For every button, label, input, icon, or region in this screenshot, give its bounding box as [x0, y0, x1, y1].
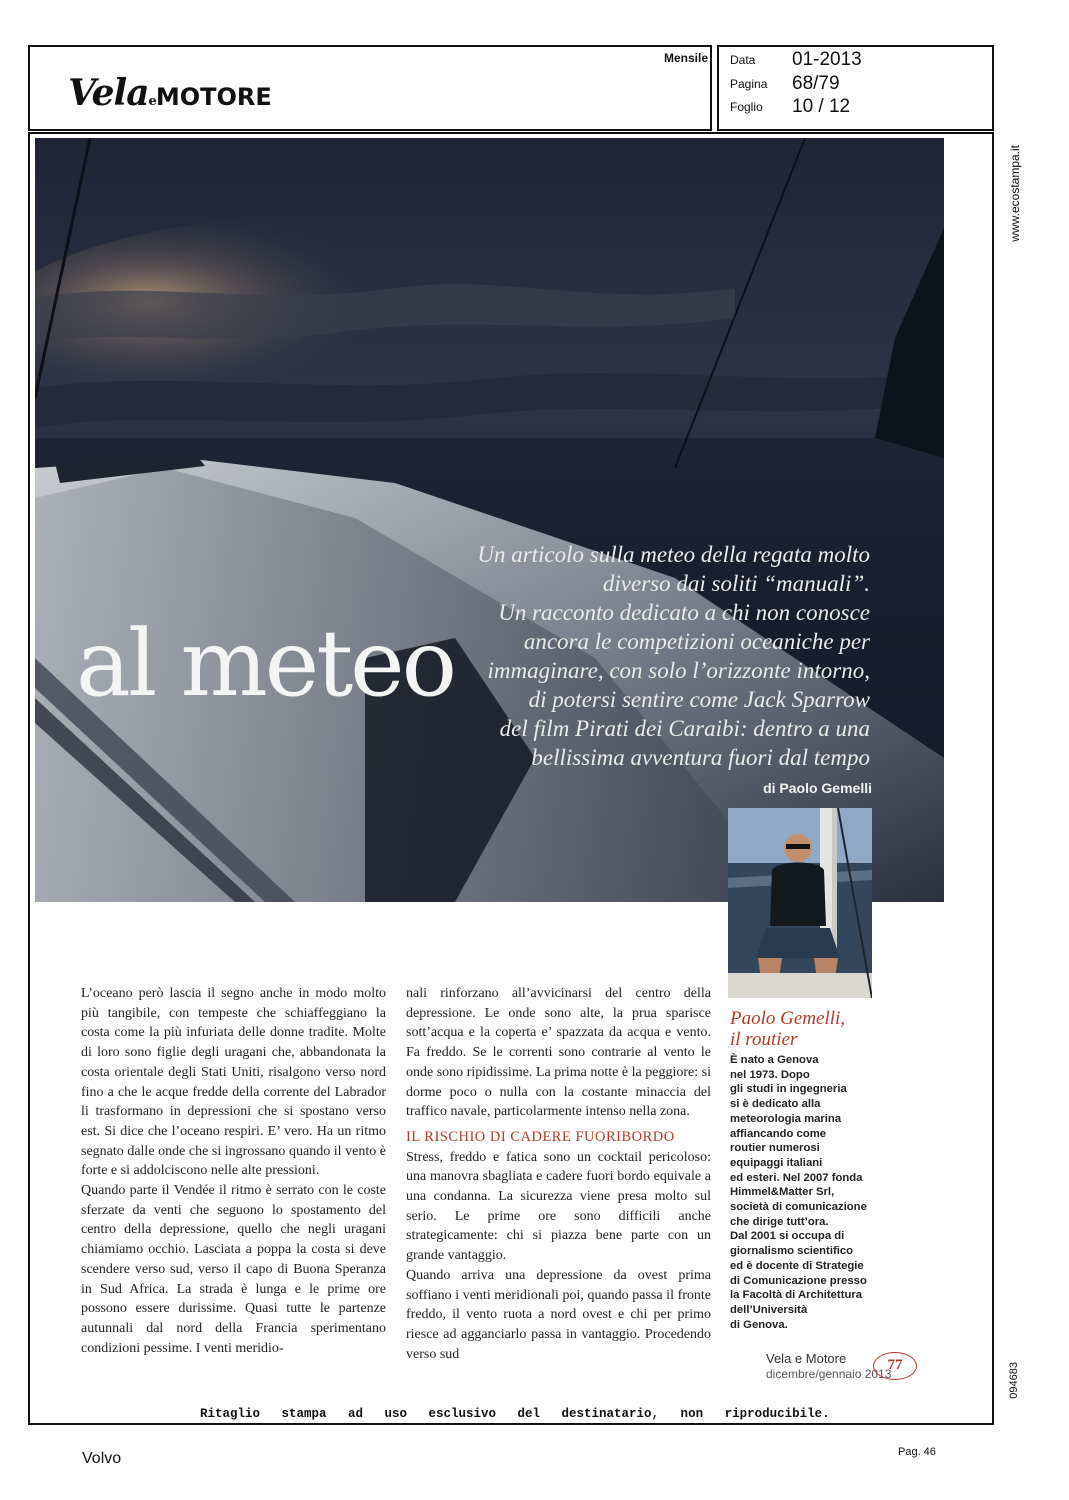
meta-label-foglio: Foglio — [730, 100, 763, 114]
bio-line: Himmel&Matter Srl, — [730, 1186, 835, 1199]
article-subtitle — [470, 540, 870, 772]
meta-label-pagina: Pagina — [730, 77, 768, 91]
bio-line: È nato a Genova — [730, 1054, 819, 1066]
logo-e: e — [148, 94, 156, 109]
folio-issue: dicembre/gennaio 2013 — [766, 1367, 892, 1381]
periodicity-label: Mensile — [664, 51, 709, 65]
bio-line: nel 1973. Dopo — [730, 1068, 810, 1081]
bio-line: routier numerosi — [730, 1142, 820, 1155]
side-url: www.ecostampa.it — [1008, 145, 1022, 242]
bio-heading — [730, 1008, 845, 1050]
article-paragraph: nali rinforzano all’avvicinarsi del centro della depressione. Le onde sono alte, la prua sparisce sott’acqua e la coperta e’ spazzata da acqua e vento. Fa freddo. Se le correnti sono contrarie al vento le onde sono ripidissime. La prima notte è la peggiore: si dorme poco o nulla con la costante minaccia del traffico navale, particolarmente intenso nella zona. — [406, 986, 711, 1120]
author-byline: di Paolo Gemelli — [763, 780, 872, 796]
bio-line: gli studi in ingegneria — [730, 1083, 847, 1096]
footer-client: Volvo — [82, 1450, 122, 1467]
subtitle-line: ancora le competizioni oceaniche per — [523, 629, 870, 654]
logo-motore: MOTORE — [155, 83, 272, 111]
article-column-2 — [406, 984, 711, 1364]
footer-page: Pag. 46 — [898, 1446, 936, 1458]
bio-name: Paolo Gemelli, — [730, 1008, 846, 1029]
author-portrait — [728, 808, 872, 998]
subtitle-line: Un articolo sulla meteo della regata molto — [477, 542, 870, 567]
section-heading: IL RISCHIO DI CADERE FUORIBORDO — [406, 1128, 675, 1145]
reproduction-notice: Ritaglio stampa ad uso esclusivo del destinatario, non riproducibile. — [200, 1407, 830, 1421]
bio-line: di Comunicazione presso — [730, 1274, 867, 1287]
subtitle-line: di potersi sentire come Jack Sparrow — [528, 687, 870, 712]
folio-page-number: 77 — [873, 1352, 917, 1380]
meta-value-data: 01-2013 — [792, 49, 862, 70]
author-photo-image — [728, 808, 872, 998]
bio-line: affiancando come — [730, 1127, 827, 1140]
bio-line: equipaggi italiani — [730, 1156, 823, 1169]
meta-value-foglio: 10 / 12 — [792, 96, 851, 117]
subtitle-line: diverso dai soliti “manuali”. — [602, 571, 870, 596]
bio-line: dell’Università — [730, 1303, 808, 1316]
article-paragraph: Quando parte il Vendée il ritmo è serrato con le coste sferzate da venti che seguono lo spostamento del centro della depressione, quello che negli uragani chiamiamo occhio. Lasciata a poppa la costa si deve scendere verso sud, verso il capo di Buona Speranza in Sud Africa. La strada è lunga e le prime ore possono essere durissime. Quasi tutte le partenze autunnali dal nord della Francia sperimentano condizioni pessime. I venti meridio- — [81, 1183, 386, 1356]
bio-line: di Genova. — [730, 1318, 788, 1331]
magazine-logo — [68, 72, 272, 114]
bio-line: meteorologia marina — [730, 1112, 842, 1125]
bio-line: giornalismo scientifico — [730, 1245, 854, 1258]
bio-line: si è dedicato alla — [730, 1098, 821, 1111]
meta-value-pagina: 68/79 — [792, 73, 840, 94]
bio-role: il routier — [730, 1029, 798, 1050]
article-column-1 — [81, 984, 386, 1358]
article-paragraph: L’oceano però lascia il segno anche in modo molto più tangibile, con tempeste che schiaffeggiano la costa come la più infuriata delle donne tradite. Molte di loro sono figlie degli uragani che, abbandonata la costa orientale degli Stati Uniti, risalgono verso nord fino a che le acque fredde della corrente del Labrador li trasformano in depressioni che si spostano verso est. Si dice che l’oceano respiri. E’ vero. Ha un ritmo segnato dalle onde che si ingrossano quando il vento è forte e si addolciscono nelle alte pressioni. — [81, 986, 386, 1179]
bio-line: la Facoltà di Architettura — [730, 1289, 863, 1302]
subtitle-line: del film Pirati dei Caraibi: dentro a una — [499, 716, 870, 741]
folio-magazine: Vela e Motore — [766, 1351, 847, 1366]
subtitle-line: immaginare, con solo l’orizzonte intorno, — [487, 658, 870, 683]
meta-label-data: Data — [730, 53, 756, 67]
bio-line: società di comunicazione — [730, 1201, 867, 1214]
logo-vela: Vela — [68, 72, 149, 114]
subtitle-line: Un racconto dedicato a chi non conosce — [498, 600, 870, 625]
subtitle-line: bellissima avventura fuori dal tempo — [531, 745, 870, 770]
article-title: al meteo — [76, 610, 455, 717]
bio-line: ed è docente di Strategie — [730, 1259, 864, 1272]
bio-line: che dirige tutt’ora. — [730, 1215, 829, 1228]
article-paragraph: Quando arriva una depressione da ovest prima soffiano i venti meridionali poi, quando passa il fronte freddo, il vento ruota a nord ovest e chi per primo riesce ad agganciarlo passa in vantaggio. Procedendo verso sud — [406, 1267, 711, 1362]
bio-line: ed esteri. Nel 2007 fonda — [730, 1171, 863, 1184]
article-paragraph: Stress, freddo e fatica sono un cocktail pericoloso: una manovra sbagliata e cadere fuori bordo equivale a una condanna. La sicurezza viene presa molto sul serio. Le prime ore sono difficili anche strategicamente: chi si piazza bene parte con un grande vantaggio. — [406, 1149, 711, 1264]
author-bio — [730, 1053, 880, 1332]
side-code: 094683 — [1008, 1362, 1020, 1399]
bio-line: Dal 2001 si occupa di — [730, 1230, 845, 1243]
